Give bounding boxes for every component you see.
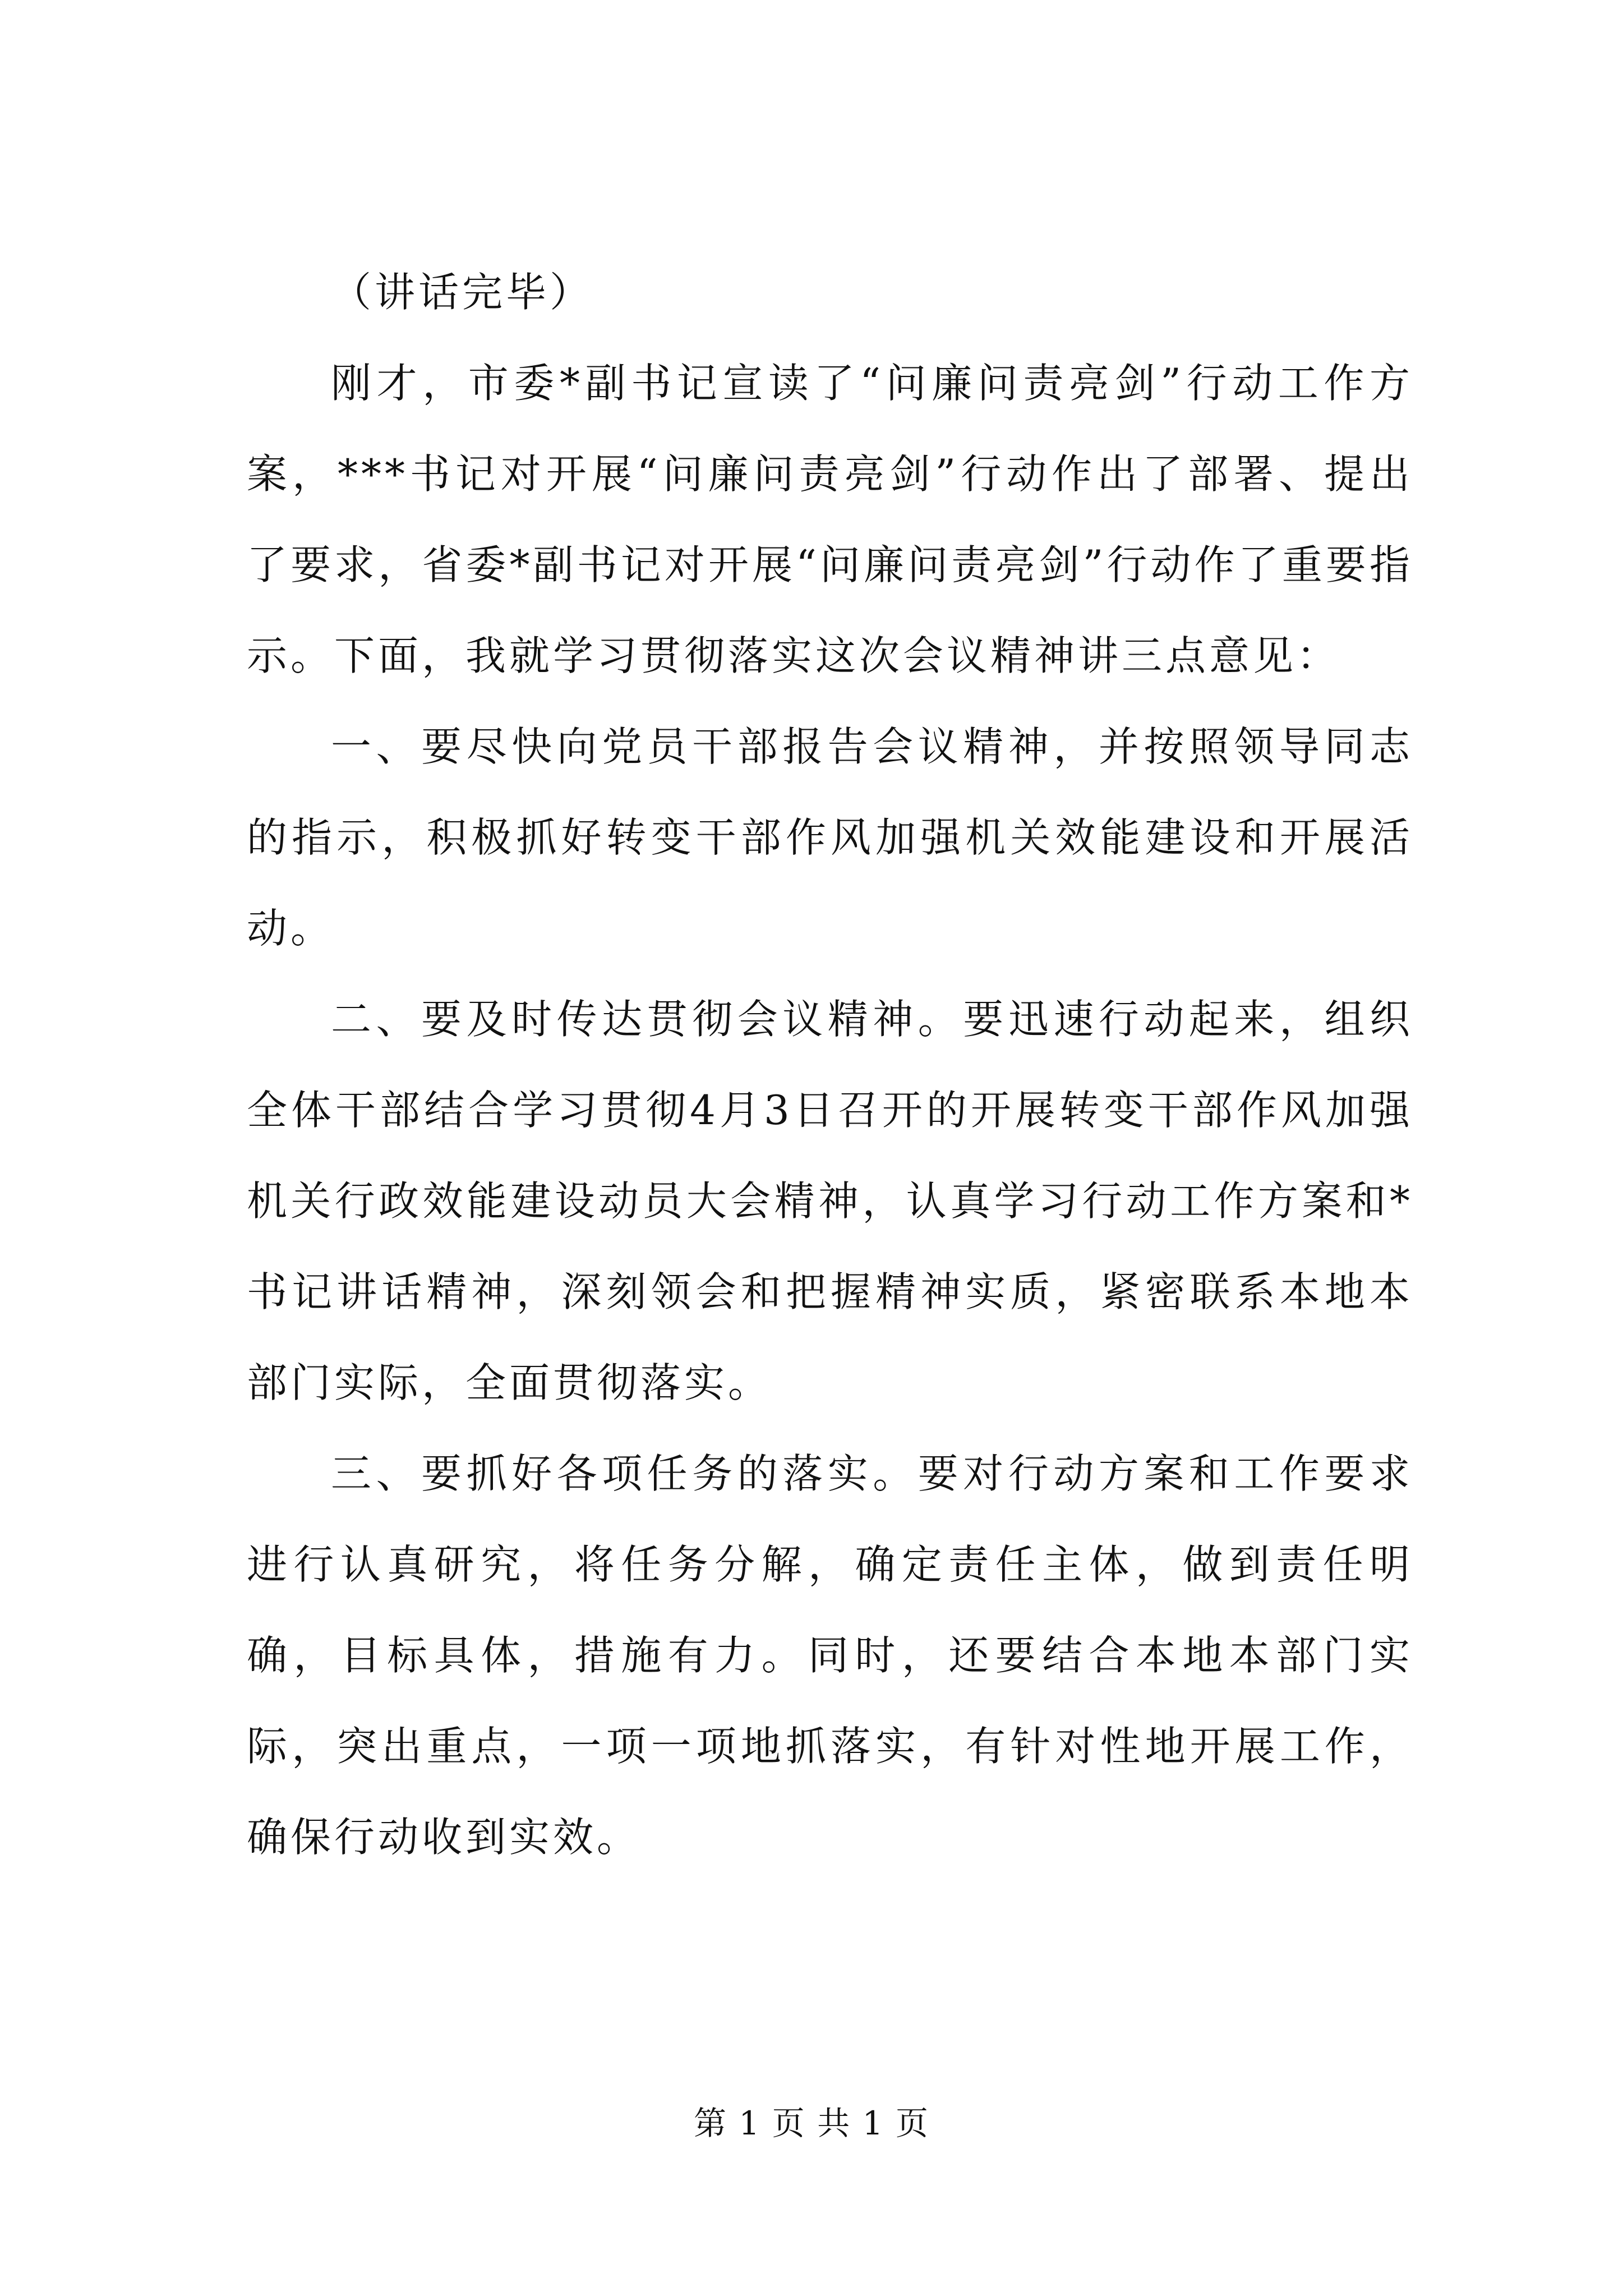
point-two-paragraph: 二、要及时传达贯彻会议精神。要迅速行动起来，组织全体干部结合学习贯彻4月3日召开的开展转变干部作风加强机关行政效能建设动员大会精神，认真学习行动工作方案和*书记讲话精神，深刻领会和把握精神实质，紧密联系本地本部门实际，全面贯彻落实。	[247, 996, 1413, 1406]
closing-note: （讲话完毕）	[331, 269, 594, 316]
point-one-paragraph: 一、要尽快向党员干部报告会议精神，并按照领导同志的指示，积极抓好转变干部作风加强机关效能建设和开展活动。	[247, 723, 1413, 952]
document-body	[247, 247, 1413, 1883]
point-three-paragraph: 三、要抓好各项任务的落实。要对行动方案和工作要求进行认真研究，将任务分解，确定责任主体，做到责任明确，目标具体，措施有力。同时，还要结合本地本部门实际，突出重点，一项一项地抓落实，有针对性地开展工作，确保行动收到实效。	[247, 1450, 1413, 1861]
intro-paragraph: 刚才，市委*副书记宣读了“问廉问责亮剑”行动工作方案，***书记对开展“问廉问责亮剑”行动作出了部署、提出了要求，省委*副书记对开展“问廉问责亮剑”行动作了重要指示。下面，我就学习贯彻落实这次会议精神讲三点意见：	[247, 360, 1413, 679]
page-number-footer: 第 1 页 共 1 页	[694, 2104, 929, 2142]
